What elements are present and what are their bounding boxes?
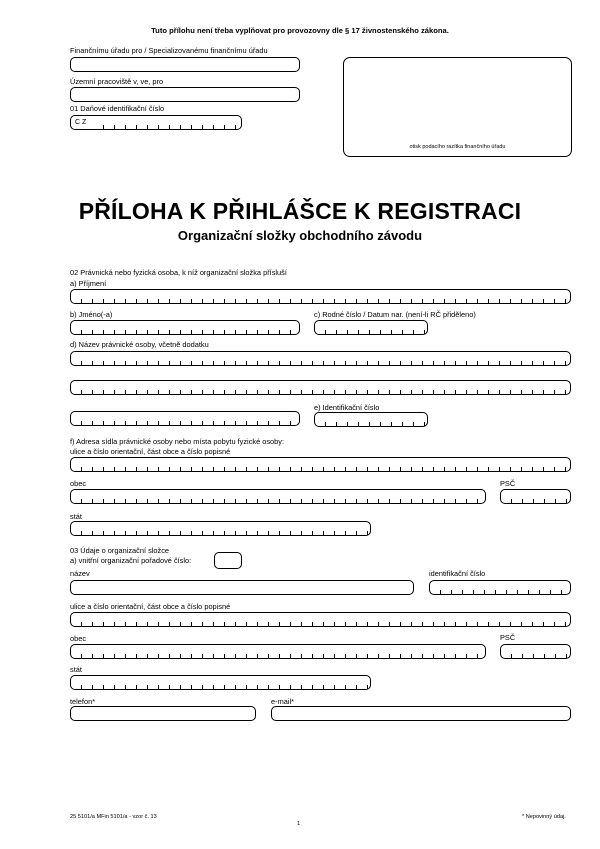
surname-field[interactable] <box>70 289 571 304</box>
org-ico-label: identifikační číslo <box>429 569 486 578</box>
zip-label: PSČ <box>500 479 516 488</box>
stamp-box <box>343 57 572 157</box>
state-field[interactable] <box>70 521 371 536</box>
state-label: stát <box>70 512 82 521</box>
org-state-label: stát <box>70 665 82 674</box>
birth-field[interactable] <box>314 320 428 335</box>
org-street-label: ulice a číslo orientační, část obce a číslo popisné <box>70 602 231 611</box>
org-zip-field[interactable] <box>500 644 571 659</box>
territorial-office-label: Územní pracoviště v, ve, pro <box>70 77 164 86</box>
phone-label: telefon* <box>70 697 96 706</box>
section02-heading: 02 Právnická nebo fyzická osoba, k níž organizační složka přísluší <box>70 268 287 277</box>
city-label: obec <box>70 479 87 488</box>
dic-label: 01 Daňové identifikační číslo <box>70 104 165 113</box>
org-name-label: název <box>70 569 90 578</box>
ico-label: e) Identifikační číslo <box>314 403 380 412</box>
email-field[interactable] <box>271 706 571 721</box>
org-city-label: obec <box>70 634 87 643</box>
internal-no-label: a) vnitřní organizační pořadové číslo: <box>70 556 192 565</box>
internal-no-field[interactable] <box>214 552 242 569</box>
phone-field[interactable] <box>70 706 256 721</box>
address-heading: f) Adresa sídla právnické osoby nebo místa pobytu fyzické osoby: <box>70 437 285 446</box>
company-extra-field[interactable] <box>70 411 300 426</box>
name-label: b) Jméno(-a) <box>70 310 113 319</box>
territorial-office-field[interactable] <box>70 87 300 102</box>
tax-office-label: Finančnímu úřadu pro / Specializovanému finančnímu úřadu <box>70 46 268 55</box>
tax-office-field[interactable] <box>70 57 300 72</box>
company-name-field-1[interactable] <box>70 351 571 366</box>
name-field[interactable] <box>70 320 300 335</box>
org-city-field[interactable] <box>70 644 486 659</box>
org-ico-field[interactable] <box>429 580 571 595</box>
birth-label: c) Rodné číslo / Datum nar. (není-li RČ přiděleno) <box>314 310 476 319</box>
company-name-field-2[interactable] <box>70 380 571 395</box>
section03-heading: 03 Údaje o organizační složce <box>70 546 170 555</box>
org-state-field[interactable] <box>70 675 371 690</box>
street-label: ulice a číslo orientační, část obce a číslo popisné <box>70 447 231 456</box>
org-street-field[interactable] <box>70 612 571 627</box>
notice-text: Tuto přílohu není třeba vyplňovat pro provozovny dle § 17 živnostenského zákona. <box>151 26 449 35</box>
stamp-caption: otisk podacího razítka finančního úřadu <box>409 144 506 150</box>
page-subtitle: Organizační složky obchodního závodu <box>177 228 423 243</box>
ico-field[interactable] <box>314 412 428 427</box>
city-field[interactable] <box>70 489 486 504</box>
email-label: e-mail* <box>271 697 294 706</box>
optional-note: * Nepovinný údaj. <box>522 814 566 820</box>
company-name-label: d) Název právnické osoby, včetně dodatku <box>70 340 209 349</box>
org-zip-label: PSČ <box>500 633 516 642</box>
surname-label: a) Příjmení <box>70 279 107 288</box>
dic-prefix: C Z <box>75 119 87 126</box>
page-number: 1 <box>297 821 301 827</box>
page-title: PŘÍLOHA K PŘIHLÁŠCE K REGISTRACI <box>78 198 522 224</box>
dic-field[interactable] <box>70 115 242 130</box>
org-name-field[interactable] <box>70 580 414 595</box>
street-field[interactable] <box>70 457 571 472</box>
zip-field[interactable] <box>500 489 571 504</box>
form-code: 25 5101/a MFin 5101/a - vzor č. 13 <box>70 814 157 820</box>
